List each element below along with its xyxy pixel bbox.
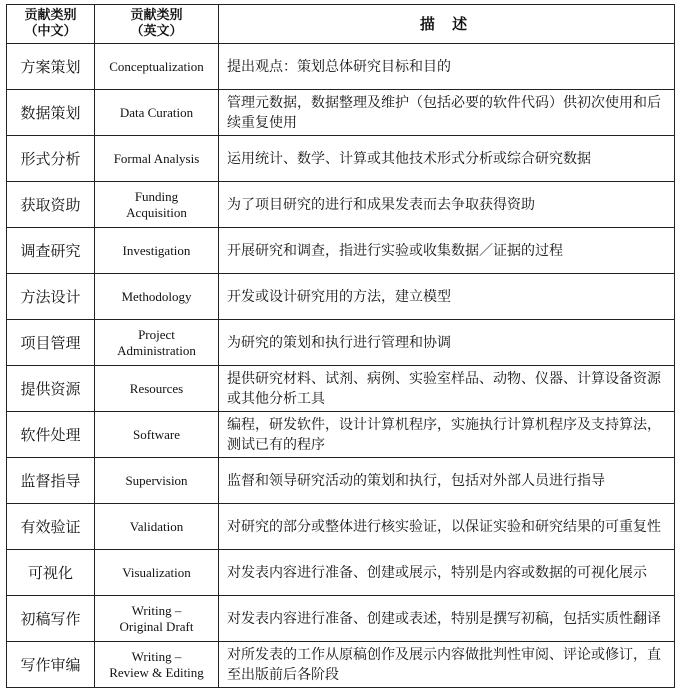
category-en-cell <box>95 504 219 550</box>
contribution-table <box>6 4 675 688</box>
category-en-line: Writing – <box>131 602 182 618</box>
category-en-line: Project <box>138 326 175 342</box>
table-row <box>7 90 675 136</box>
category-cn-cell: 调查研究 <box>7 228 95 274</box>
category-en-line: Visualization <box>122 564 191 580</box>
category-en-cell <box>95 366 219 412</box>
category-cn-cell: 项目管理 <box>7 320 95 366</box>
category-cn-cell: 数据策划 <box>7 90 95 136</box>
description-cell: 为研究的策划和执行进行管理和协调 <box>219 320 675 366</box>
category-cn-cell: 初稿写作 <box>7 596 95 642</box>
category-cn-cell: 形式分析 <box>7 136 95 182</box>
category-en-line: Administration <box>117 342 196 358</box>
table-row <box>7 642 675 688</box>
category-cn-cell: 方案策划 <box>7 44 95 90</box>
category-cn-cell: 方法设计 <box>7 274 95 320</box>
description-cell: 管理元数据，数据整理及维护（包括必要的软件代码）供初次使用和后续重复使用 <box>219 90 675 136</box>
table-header <box>7 5 675 44</box>
header-category-en-line1: 贡献类别 <box>130 8 183 23</box>
description-cell: 对所发表的工作从原稿创作及展示内容做批判性审阅、评论或修订，直至出版前后各阶段 <box>219 642 675 688</box>
header-category-cn <box>7 5 95 44</box>
category-en-cell <box>95 412 219 458</box>
table-row <box>7 366 675 412</box>
category-en-cell <box>95 458 219 504</box>
category-en-line: Software <box>133 426 180 442</box>
description-cell: 对研究的部分或整体进行核实验证，以保证实验和研究结果的可重复性 <box>219 504 675 550</box>
table-row <box>7 412 675 458</box>
description-cell: 监督和领导研究活动的策划和执行，包括对外部人员进行指导 <box>219 458 675 504</box>
category-cn-cell: 软件处理 <box>7 412 95 458</box>
table-row <box>7 228 675 274</box>
header-category-en-line2: （英文） <box>130 24 183 39</box>
category-en-cell <box>95 182 219 228</box>
category-en-line: Conceptualization <box>109 58 204 74</box>
category-en-cell <box>95 274 219 320</box>
category-cn-cell: 监督指导 <box>7 458 95 504</box>
category-cn-cell: 可视化 <box>7 550 95 596</box>
contribution-table-container <box>6 4 674 688</box>
header-category-cn-line1: 贡献类别 <box>24 8 77 23</box>
header-category-cn-line2: （中文） <box>24 24 77 39</box>
table-row <box>7 596 675 642</box>
description-cell: 提出观点：策划总体研究目标和目的 <box>219 44 675 90</box>
description-cell: 运用统计、数学、计算或其他技术形式分析或综合研究数据 <box>219 136 675 182</box>
category-en-line: Writing – <box>131 648 182 664</box>
category-en-cell <box>95 320 219 366</box>
description-cell: 为了项目研究的进行和成果发表而去争取获得资助 <box>219 182 675 228</box>
table-row <box>7 182 675 228</box>
category-en-line: Original Draft <box>119 618 194 634</box>
table-row <box>7 458 675 504</box>
description-cell: 编程，研发软件，设计计算机程序，实施执行计算机程序及支持算法，测试已有的程序 <box>219 412 675 458</box>
description-cell: 开发或设计研究用的方法，建立模型 <box>219 274 675 320</box>
category-en-line: Data Curation <box>119 104 194 120</box>
category-en-cell <box>95 642 219 688</box>
category-en-line: Resources <box>129 380 184 396</box>
category-cn-cell: 获取资助 <box>7 182 95 228</box>
table-row <box>7 44 675 90</box>
table-row <box>7 136 675 182</box>
table-row <box>7 550 675 596</box>
category-en-cell <box>95 136 219 182</box>
category-en-cell <box>95 550 219 596</box>
table-row <box>7 504 675 550</box>
header-description: 描 述 <box>219 5 675 44</box>
description-cell: 提供研究材料、试剂、病例、实验室样品、动物、仪器、计算设备资源或其他分析工具 <box>219 366 675 412</box>
category-cn-cell: 有效验证 <box>7 504 95 550</box>
category-en-line: Acquisition <box>126 204 187 220</box>
table-body <box>7 44 675 688</box>
category-en-cell <box>95 596 219 642</box>
description-cell: 对发表内容进行准备、创建或表述，特别是撰写初稿，包括实质性翻译 <box>219 596 675 642</box>
description-cell: 对发表内容进行准备、创建或展示，特别是内容或数据的可视化展示 <box>219 550 675 596</box>
category-cn-cell: 提供资源 <box>7 366 95 412</box>
category-en-cell <box>95 44 219 90</box>
category-cn-cell: 写作审编 <box>7 642 95 688</box>
category-en-line: Methodology <box>121 288 192 304</box>
category-en-line: Funding <box>134 188 179 204</box>
category-en-cell <box>95 90 219 136</box>
category-en-cell <box>95 228 219 274</box>
table-row <box>7 274 675 320</box>
header-category-en <box>95 5 219 44</box>
table-row <box>7 320 675 366</box>
category-en-line: Validation <box>129 518 184 534</box>
description-cell: 开展研究和调查，指进行实验或收集数据／证据的过程 <box>219 228 675 274</box>
category-en-line: Supervision <box>125 472 188 488</box>
category-en-line: Review & Editing <box>109 664 204 680</box>
category-en-line: Formal Analysis <box>113 150 200 166</box>
category-en-line: Investigation <box>122 242 191 258</box>
